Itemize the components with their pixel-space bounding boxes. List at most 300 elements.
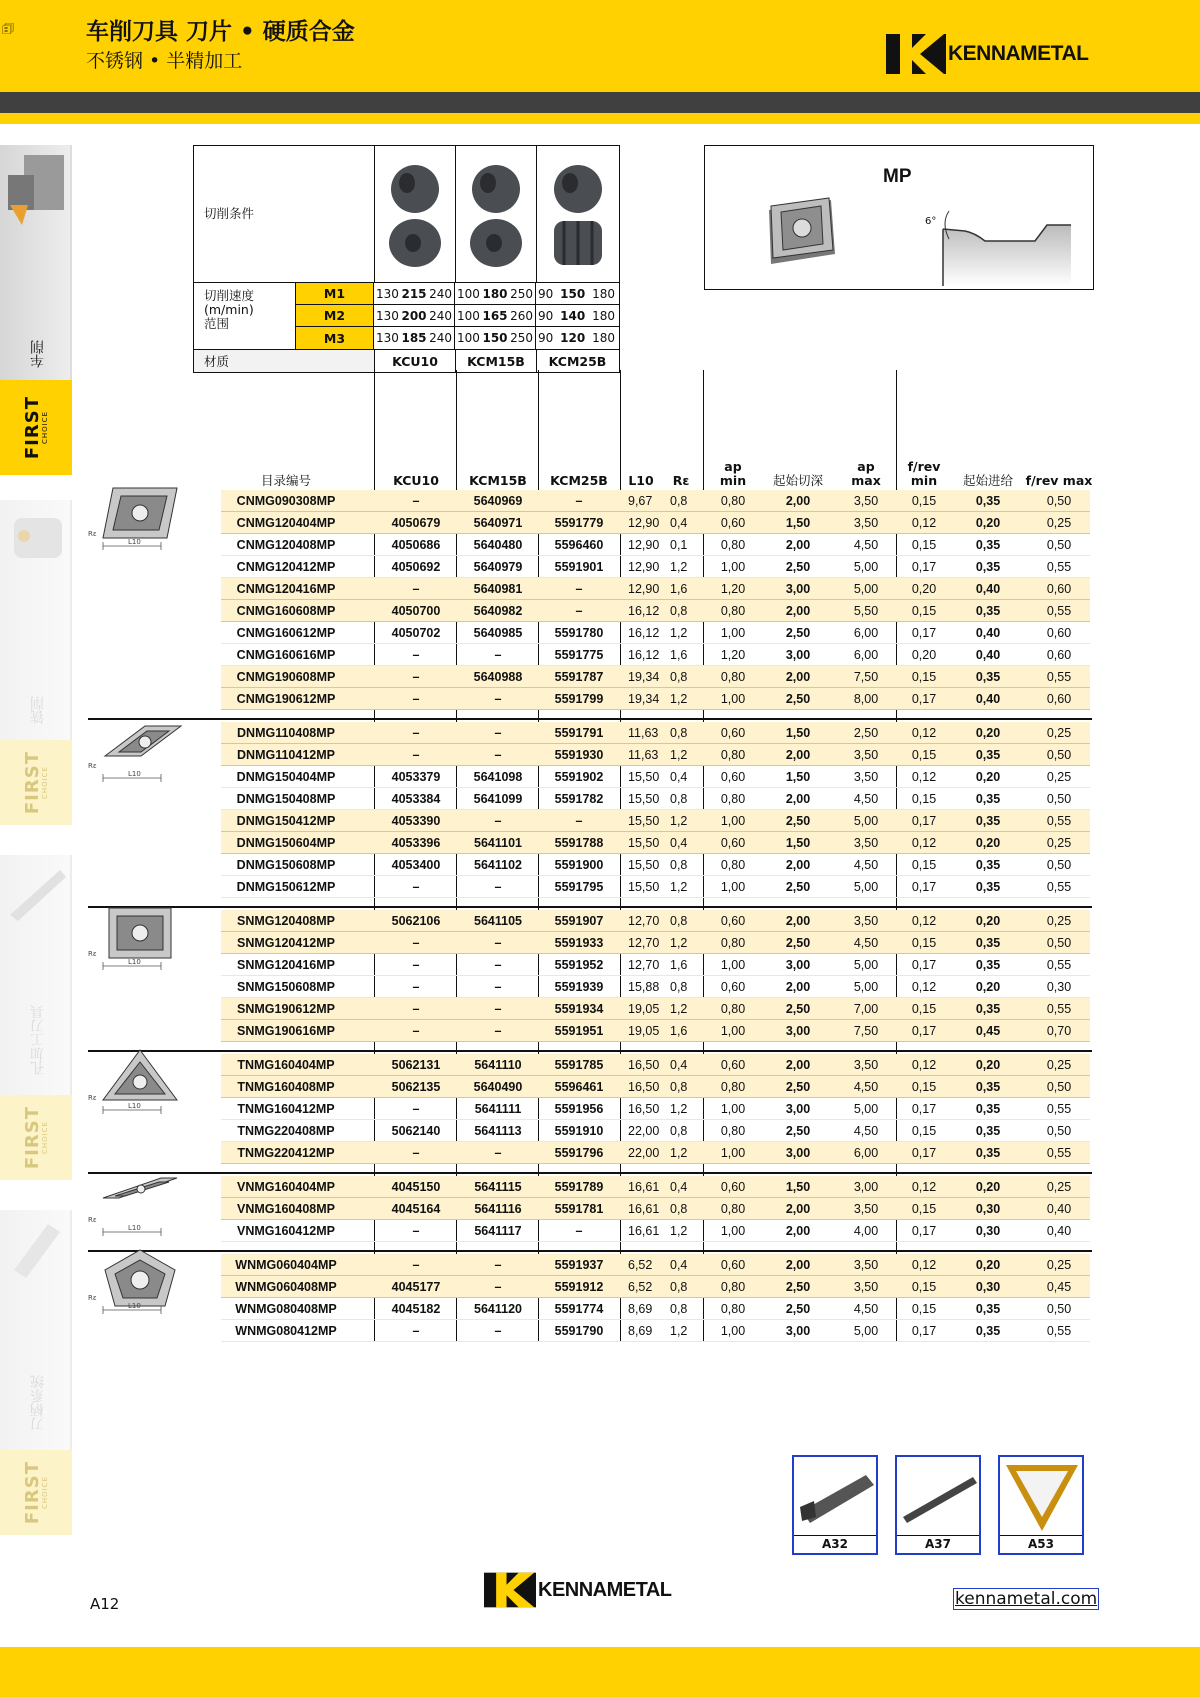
cell: 0,35 <box>975 792 1001 806</box>
cell: CNMG120404MP <box>236 516 336 530</box>
cell: 3,00 <box>785 582 811 596</box>
cell: 0,35 <box>975 560 1001 574</box>
first-choice-badge: FIRST CHOICE <box>0 380 72 475</box>
cell: 0,12 <box>911 914 937 928</box>
cell: 16,50 <box>628 1058 660 1072</box>
cell: – <box>494 1324 502 1338</box>
cell: 5,00 <box>853 582 879 596</box>
cell: 5640480 <box>473 538 523 552</box>
cell: 0,30 <box>975 1224 1001 1238</box>
cell: 11,63 <box>628 726 659 740</box>
cell: 0,15 <box>911 1080 937 1094</box>
cell: TNMG160404MP <box>237 1058 335 1072</box>
header-dark-band <box>0 92 1200 113</box>
cell: 0,8 <box>670 980 688 994</box>
cell: 5062106 <box>391 914 441 928</box>
cell: 15,50 <box>628 770 660 784</box>
cell: 0,15 <box>911 670 937 684</box>
cell: 5591787 <box>554 670 604 684</box>
toolholder-icon <box>794 1457 878 1537</box>
cell: WNMG080408MP <box>235 1302 337 1316</box>
cell: DNMG150608MP <box>236 858 336 872</box>
cell: 1,2 <box>670 1002 688 1016</box>
cell: 5062135 <box>391 1080 441 1094</box>
page-subtitle: 不锈钢 • 半精加工 <box>86 50 243 72</box>
cell: 0,15 <box>911 1002 937 1016</box>
cell: DNMG150404MP <box>236 770 336 784</box>
cell: – <box>575 582 583 596</box>
cell: 0,8 <box>670 858 688 872</box>
cell: 1,2 <box>670 1324 688 1338</box>
cell: 0,35 <box>975 1302 1001 1316</box>
cell: 0,15 <box>911 494 937 508</box>
cell: 0,4 <box>670 836 688 850</box>
cell: TNMG160412MP <box>237 1102 335 1116</box>
cell: 9,67 <box>628 494 653 508</box>
cell: 0,60 <box>720 770 746 784</box>
cell: 0,20 <box>975 516 1001 530</box>
cell: 0,8 <box>670 1202 688 1216</box>
table-row[interactable] <box>0 1120 1200 1142</box>
cell: 0,25 <box>1046 726 1072 740</box>
cell: 5,50 <box>853 604 879 618</box>
material-group-m1: M1 <box>296 283 374 304</box>
table-row[interactable] <box>0 556 1200 578</box>
cell: 3,50 <box>853 1202 879 1216</box>
speed-row <box>296 327 619 349</box>
cell: 5062131 <box>391 1058 441 1072</box>
cell: 4045150 <box>391 1180 441 1194</box>
cell: 7,00 <box>853 1002 879 1016</box>
cell: 16,61 <box>628 1180 660 1194</box>
cell: – <box>494 980 502 994</box>
cell: 5591930 <box>554 748 604 762</box>
cell: 3,00 <box>853 1180 879 1194</box>
cell: 0,35 <box>975 1102 1001 1116</box>
cell: 6,00 <box>853 1146 879 1160</box>
cell: 5591785 <box>554 1058 604 1072</box>
cell: 3,50 <box>853 770 879 784</box>
cell: 0,50 <box>1046 792 1072 806</box>
cell: 5640490 <box>473 1080 523 1094</box>
group-divider <box>88 718 1092 720</box>
cell: DNMG150412MP <box>236 814 336 828</box>
cell: – <box>412 1024 420 1038</box>
cell: 4050686 <box>391 538 441 552</box>
cell: 6,52 <box>628 1258 653 1272</box>
cell: 0,20 <box>975 914 1001 928</box>
cell: 5641105 <box>474 914 522 928</box>
cell: 0,60 <box>720 836 746 850</box>
cell: 0,12 <box>911 726 937 740</box>
cell: 1,50 <box>785 1180 811 1194</box>
cell: – <box>575 494 583 508</box>
cell: 16,50 <box>628 1102 660 1116</box>
cell: 0,17 <box>911 1024 937 1038</box>
cell: 0,8 <box>670 670 688 684</box>
insert-triangle-icon <box>1000 1457 1084 1537</box>
cell: 1,2 <box>670 1102 688 1116</box>
cell: 1,6 <box>670 958 688 972</box>
cell: 2,50 <box>785 1280 811 1294</box>
cell: 16,61 <box>628 1224 660 1238</box>
speed-range: 130 200 240 <box>374 305 455 326</box>
table-row[interactable] <box>0 788 1200 810</box>
footer-band <box>0 1647 1200 1697</box>
cell: 4045164 <box>391 1202 441 1216</box>
cell: 0,55 <box>1046 1324 1072 1338</box>
cell: 5591775 <box>554 648 604 662</box>
cell: – <box>412 1102 420 1116</box>
cell: 2,50 <box>785 560 811 574</box>
group-divider <box>88 1172 1092 1174</box>
cell: CNMG120408MP <box>236 538 336 552</box>
cell: 19,34 <box>628 670 660 684</box>
cell: SNMG150608MP <box>237 980 335 994</box>
cell: 0,15 <box>911 1202 937 1216</box>
cell: 5591912 <box>554 1280 604 1294</box>
cell: 0,35 <box>975 494 1001 508</box>
cell: 1,6 <box>670 1024 688 1038</box>
table-row[interactable] <box>0 644 1200 666</box>
cell: 0,45 <box>1046 1280 1072 1294</box>
speed-range: 100 150 250 <box>455 327 536 349</box>
cell: – <box>412 958 420 972</box>
material-group-m3: M3 <box>296 327 374 349</box>
cell: 5640979 <box>473 560 523 574</box>
cell: 0,35 <box>975 880 1001 894</box>
column-header: KCM15B <box>469 473 527 488</box>
cell: – <box>575 814 583 828</box>
cell: 2,50 <box>785 626 811 640</box>
cell: 5596460 <box>554 538 604 552</box>
cell: 0,8 <box>670 726 688 740</box>
cell: 5591952 <box>554 958 604 972</box>
table-row[interactable] <box>0 1142 1200 1164</box>
table-row[interactable] <box>0 1320 1200 1342</box>
cell: – <box>575 604 583 618</box>
cell: 3,50 <box>853 1258 879 1272</box>
cell: 1,00 <box>720 1324 746 1338</box>
grade-image-kcu10 <box>375 146 456 282</box>
cell: 5640988 <box>473 670 523 684</box>
cell: 12,90 <box>628 516 660 530</box>
cell: CNMG160608MP <box>236 604 336 618</box>
cell: 4050692 <box>391 560 441 574</box>
cell: 0,60 <box>720 914 746 928</box>
cell: 0,12 <box>911 1180 937 1194</box>
table-row[interactable] <box>0 854 1200 876</box>
cell: 0,80 <box>720 858 746 872</box>
cell: 0,15 <box>911 538 937 552</box>
speed-row <box>296 305 619 327</box>
conditions-label: 切削条件 <box>194 146 375 282</box>
cell: 16,50 <box>628 1080 660 1094</box>
cell: 5591791 <box>554 726 604 740</box>
ref-card-a32[interactable]: A32 <box>792 1455 878 1555</box>
cell: – <box>412 880 420 894</box>
cell: 19,34 <box>628 692 660 706</box>
cell: 0,30 <box>1046 980 1072 994</box>
cell: – <box>494 726 502 740</box>
cell: 5640969 <box>473 494 523 508</box>
cell: 0,17 <box>911 1102 937 1116</box>
cell: 0,12 <box>911 1258 937 1272</box>
chip-breaker-profile-icon <box>935 201 1085 286</box>
cell: 0,60 <box>1046 582 1072 596</box>
speed-range: 90 150 180 <box>538 286 615 301</box>
boring-bar-icon <box>897 1457 981 1537</box>
cell: 5596461 <box>554 1080 604 1094</box>
cell: 5591902 <box>554 770 604 784</box>
cell: 1,2 <box>670 748 688 762</box>
cell: 3,00 <box>785 1024 811 1038</box>
cell: 5591900 <box>554 858 604 872</box>
note-icon: 🗊 <box>2 22 15 37</box>
cell: 0,8 <box>670 604 688 618</box>
cell: 5591934 <box>554 1002 604 1016</box>
column-header: ap max <box>851 459 881 488</box>
cell: 1,00 <box>720 1224 746 1238</box>
cell: 5591910 <box>554 1124 604 1138</box>
table-row[interactable] <box>0 688 1200 710</box>
cell: 1,50 <box>785 836 811 850</box>
cell: 0,35 <box>975 1124 1001 1138</box>
cell: 2,50 <box>785 1124 811 1138</box>
cell: 0,60 <box>720 1180 746 1194</box>
column-header: KCU10 <box>393 473 439 488</box>
cell: 0,60 <box>720 1058 746 1072</box>
website-link[interactable]: kennametal.com <box>955 1589 1098 1609</box>
cell: 0,60 <box>1046 692 1072 706</box>
cell: 0,35 <box>975 936 1001 950</box>
cell: 0,40 <box>975 582 1001 596</box>
ref-card-a37[interactable]: A37 <box>895 1455 981 1555</box>
column-header: f/rev max <box>1025 473 1093 488</box>
cell: CNMG160616MP <box>236 648 336 662</box>
cell: 1,2 <box>670 1146 688 1160</box>
page-title: 车削刀具 刀片 • 硬质合金 <box>86 19 355 45</box>
cell: 0,55 <box>1046 560 1072 574</box>
cell: 12,90 <box>628 582 660 596</box>
cell: 0,8 <box>670 1080 688 1094</box>
cell: 7,50 <box>853 1024 879 1038</box>
cutting-conditions-table <box>193 145 620 373</box>
table-row[interactable] <box>0 600 1200 622</box>
sidebar-tab-turning[interactable] <box>0 145 72 380</box>
insert-length-label: L10 <box>128 1224 141 1232</box>
cell: CNMG190612MP <box>236 692 336 706</box>
cell: 5641120 <box>474 1302 522 1316</box>
cell: 0,50 <box>1046 1080 1072 1094</box>
cell: 0,8 <box>670 792 688 806</box>
cell: 5591780 <box>554 626 604 640</box>
cell: 0,15 <box>911 1302 937 1316</box>
material-group-m2: M2 <box>296 305 374 326</box>
cell: 0,15 <box>911 1280 937 1294</box>
cell: 3,50 <box>853 516 879 530</box>
cell: 0,80 <box>720 1002 746 1016</box>
cell: 2,00 <box>785 1258 811 1272</box>
cell: 1,50 <box>785 770 811 784</box>
cell: 0,80 <box>720 670 746 684</box>
table-row[interactable] <box>0 832 1200 854</box>
ref-card-a53[interactable]: A53 <box>998 1455 1084 1555</box>
cell: 4,50 <box>853 1302 879 1316</box>
workpiece-icon <box>468 159 524 269</box>
cell: 0,20 <box>975 770 1001 784</box>
page-number: A12 <box>90 1595 120 1613</box>
cell: 0,12 <box>911 1058 937 1072</box>
column-header: L10 <box>628 473 654 488</box>
cell: – <box>494 958 502 972</box>
cell: – <box>494 814 502 828</box>
cell: 1,00 <box>720 1102 746 1116</box>
cell: 5,00 <box>853 814 879 828</box>
cell: 4053379 <box>391 770 441 784</box>
table-row[interactable] <box>0 578 1200 600</box>
cell: WNMG060404MP <box>235 1258 337 1272</box>
cell: 1,6 <box>670 648 688 662</box>
cell: 1,2 <box>670 692 688 706</box>
cell: 0,25 <box>1046 770 1072 784</box>
cell: 7,50 <box>853 670 879 684</box>
cell: 5591939 <box>554 980 604 994</box>
cell: 16,61 <box>628 1202 660 1216</box>
cell: DNMG150612MP <box>236 880 336 894</box>
rake-angle: 6° <box>925 216 937 227</box>
cell: WNMG060408MP <box>235 1280 337 1294</box>
cell: 2,00 <box>785 914 811 928</box>
cell: 16,12 <box>628 604 660 618</box>
cell: 0,4 <box>670 1058 688 1072</box>
cell: 2,00 <box>785 1202 811 1216</box>
cell: 0,50 <box>1046 494 1072 508</box>
cell: 6,00 <box>853 648 879 662</box>
cell: 16,12 <box>628 626 660 640</box>
cell: 0,60 <box>720 516 746 530</box>
cell: 0,35 <box>975 1146 1001 1160</box>
cell: 12,70 <box>628 936 660 950</box>
cell: 5640981 <box>473 582 523 596</box>
cell: 0,17 <box>911 880 937 894</box>
cell: 0,17 <box>911 692 937 706</box>
cell: 5641099 <box>473 792 523 806</box>
column-header: 起始切深 <box>772 473 823 488</box>
cell: TNMG160408MP <box>237 1080 335 1094</box>
kennametal-mark-icon <box>484 1572 536 1608</box>
header-yellow-band <box>0 113 1200 124</box>
cell: 0,4 <box>670 1180 688 1194</box>
cell: 0,55 <box>1046 1146 1072 1160</box>
cell: 4,00 <box>853 1224 879 1238</box>
cell: 0,35 <box>975 538 1001 552</box>
cell: 3,50 <box>853 748 879 762</box>
cell: 0,80 <box>720 604 746 618</box>
cell: – <box>412 748 420 762</box>
cell: 0,17 <box>911 1146 937 1160</box>
cell: 15,88 <box>628 980 660 994</box>
table-row[interactable] <box>0 876 1200 898</box>
cell: 5,00 <box>853 1102 879 1116</box>
grade-image-kcm15b <box>456 146 537 282</box>
cell: DNMG150604MP <box>236 836 336 850</box>
cell: 4,50 <box>853 936 879 950</box>
table-row[interactable] <box>0 622 1200 644</box>
cell: 0,20 <box>911 582 937 596</box>
cell: – <box>494 1024 502 1038</box>
cell: 5640985 <box>473 626 523 640</box>
cell: DNMG150408MP <box>236 792 336 806</box>
cell: 5640982 <box>473 604 523 618</box>
table-row[interactable] <box>0 976 1200 998</box>
cell: 5591779 <box>554 516 604 530</box>
cell: 15,50 <box>628 858 660 872</box>
cell: 0,15 <box>911 936 937 950</box>
cell: 1,20 <box>720 582 746 596</box>
insert-length-label: L10 <box>128 1102 141 1110</box>
cell: 0,17 <box>911 1324 937 1338</box>
cell: 2,50 <box>785 1080 811 1094</box>
cell: 12,90 <box>628 538 660 552</box>
cell: 0,15 <box>911 1124 937 1138</box>
cell: 5640971 <box>473 516 523 530</box>
turning-holder-icon <box>0 145 72 255</box>
table-row[interactable] <box>0 666 1200 688</box>
cell: 3,00 <box>785 1102 811 1116</box>
table-row[interactable] <box>0 1020 1200 1042</box>
cell: – <box>494 692 502 706</box>
cell: 3,00 <box>785 1324 811 1338</box>
cell: 2,50 <box>853 726 879 740</box>
cell: CNMG160612MP <box>236 626 336 640</box>
cell: – <box>412 726 420 740</box>
footer-brand-logo: KENNAMETAL <box>484 1572 672 1608</box>
column-header: 起始进给 <box>962 473 1013 488</box>
cell: 22,00 <box>628 1124 660 1138</box>
workpiece-icon <box>387 159 443 269</box>
cell: 5591933 <box>554 936 604 950</box>
cell: – <box>412 582 420 596</box>
table-row[interactable] <box>0 998 1200 1020</box>
column-header: 目录编号 <box>260 473 311 488</box>
cell: 2,00 <box>785 670 811 684</box>
cell: 0,55 <box>1046 1002 1072 1016</box>
cell: 0,60 <box>720 726 746 740</box>
material-label: 材质 <box>194 350 375 372</box>
cell: 1,20 <box>720 648 746 662</box>
cell: 5,00 <box>853 1324 879 1338</box>
cell: 2,00 <box>785 1058 811 1072</box>
insert-length-label: L10 <box>128 958 141 966</box>
cell: 0,20 <box>975 836 1001 850</box>
cell: 5641115 <box>474 1180 522 1194</box>
speed-range: 90 140 180 <box>538 308 615 323</box>
cell: 5591781 <box>554 1202 604 1216</box>
cell: 0,80 <box>720 748 746 762</box>
cell: 0,17 <box>911 626 937 640</box>
cell: 0,35 <box>975 670 1001 684</box>
table-row[interactable] <box>0 810 1200 832</box>
cell: 0,15 <box>911 792 937 806</box>
cell: 0,35 <box>975 814 1001 828</box>
cell: 4045182 <box>391 1302 441 1316</box>
cell: 5,00 <box>853 958 879 972</box>
cell: 15,50 <box>628 836 660 850</box>
cell: 4050700 <box>391 604 441 618</box>
cell: 5591790 <box>554 1324 604 1338</box>
cell: – <box>494 1146 502 1160</box>
